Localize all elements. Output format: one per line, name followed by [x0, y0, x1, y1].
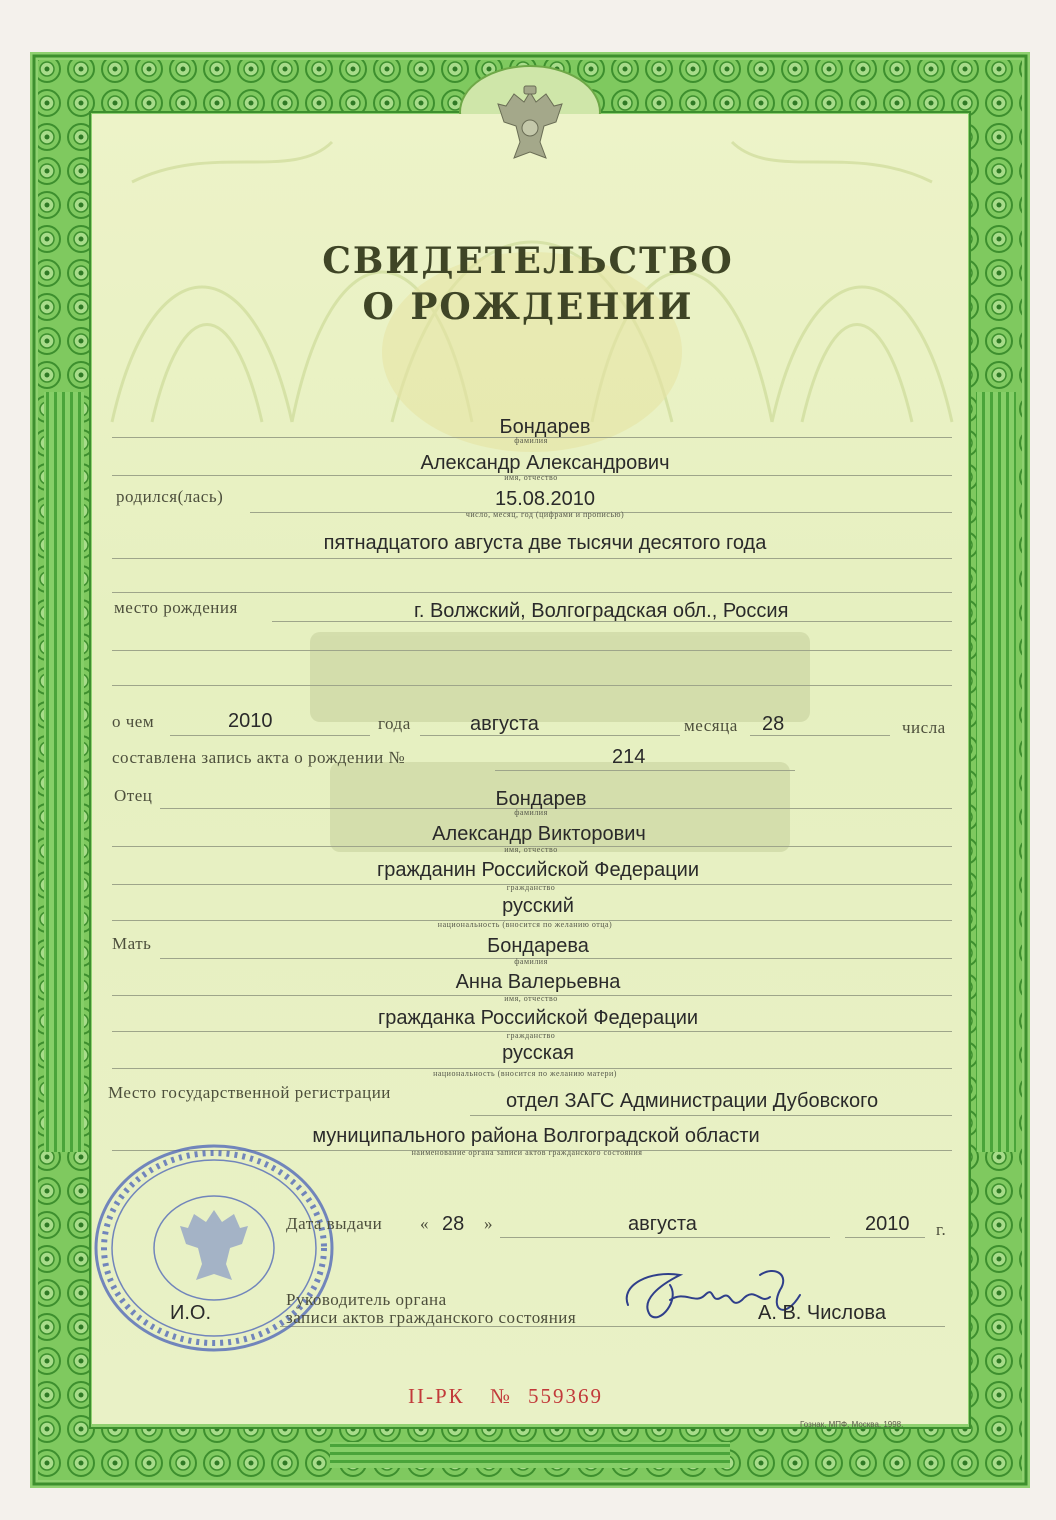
record-day: 28 [762, 713, 785, 735]
head-title-line1: Руководитель органа [286, 1290, 447, 1309]
mother-surname-caption: фамилия [514, 957, 548, 966]
act-label: составлена запись акта о рождении № [112, 748, 406, 767]
rule-line [112, 592, 952, 593]
child-name-caption: имя, отчество [504, 473, 558, 482]
serial-number: 559369 [528, 1384, 603, 1408]
registration-office-caption: наименование органа записи актов гражданского состояния [411, 1148, 643, 1157]
child-surname: Бондарев [499, 416, 591, 438]
rule-line [420, 735, 680, 736]
mother-surname: Бондарева [487, 935, 589, 957]
birth-date: 15.08.2010 [494, 488, 596, 510]
father-surname: Бондарев [495, 788, 587, 810]
issue-year: 2010 [865, 1213, 910, 1235]
father-citizenship: гражданин Российской Федерации [376, 859, 700, 881]
mother-name-caption: имя, отчество [504, 994, 558, 1003]
rule-line [112, 558, 952, 559]
rule-line [500, 1237, 830, 1238]
issue-year-suffix: г. [936, 1220, 947, 1239]
father-nationality-caption: национальность (вносится по желанию отца) [437, 920, 613, 929]
birth-date-words: пятнадцатого августа две тысячи десятого года [323, 532, 767, 554]
registration-label: Место государственной регистрации [108, 1083, 391, 1102]
rule-line [495, 770, 795, 771]
record-day-label: числа [902, 718, 946, 737]
registration-office-line1: отдел ЗАГС Администрации Дубовского [506, 1090, 879, 1112]
rule-line [845, 1237, 925, 1238]
rule-line [470, 1115, 952, 1116]
father-nationality: русский [502, 895, 574, 917]
birth-date-caption: число, месяц, год (цифрами и прописью) [465, 510, 625, 519]
birthplace: г. Волжский, Волгоградская обл., Россия [414, 600, 789, 622]
printer-note: Гознак, МПФ, Москва, 1998. [800, 1420, 904, 1429]
record-year: 2010 [228, 710, 273, 732]
mother-label: Мать [112, 934, 152, 953]
signer-name: А. В. Числова [758, 1302, 886, 1324]
father-name-caption: имя, отчество [504, 845, 558, 854]
serial-series: II-РК [408, 1384, 465, 1408]
mother-nationality: русская [502, 1042, 574, 1064]
birthplace-label: место рождения [114, 598, 238, 617]
rule-line [112, 650, 952, 651]
father-name: Александр Викторович [432, 823, 646, 845]
coat-of-arms-emblem [492, 82, 568, 166]
record-month-label: месяца [684, 716, 738, 735]
issue-month: августа [628, 1213, 697, 1235]
rule-line [170, 735, 370, 736]
father-surname-caption: фамилия [514, 808, 548, 817]
serial-number-sign: № [490, 1384, 513, 1408]
title-line-1: СВИДЕТЕЛЬСТВО [322, 240, 734, 282]
rule-line [112, 685, 952, 686]
title-line-2: О РОЖДЕНИИ [362, 286, 694, 328]
record-month: августа [470, 713, 539, 735]
registration-office-line2: муниципального района Волгоградской области [312, 1125, 760, 1147]
issue-day: 28 [442, 1213, 465, 1235]
child-surname-caption: фамилия [514, 436, 548, 445]
record-about-label: о чем [112, 712, 155, 731]
head-title-line2: записи актов гражданского состояния [286, 1308, 577, 1327]
mother-citizenship-caption: гражданство [506, 1031, 556, 1040]
act-number: 214 [612, 746, 646, 768]
born-label: родился(лась) [116, 487, 224, 506]
acting-abbreviation: И.О. [170, 1302, 212, 1324]
record-year-label: года [378, 714, 411, 733]
issue-date-label: Дата выдачи [286, 1214, 383, 1233]
mother-name: Анна Валерьевна [455, 971, 621, 993]
father-label: Отец [114, 786, 153, 805]
mother-nationality-caption: национальность (вносится по желанию матери) [433, 1069, 617, 1078]
father-citizenship-caption: гражданство [506, 883, 556, 892]
rule-line [160, 958, 952, 959]
child-name-patronymic: Александр Александрович [420, 452, 670, 474]
issue-quote-open: « [420, 1214, 429, 1233]
mother-citizenship: гражданка Российской Федерации [377, 1007, 699, 1029]
issue-quote-close: » [484, 1214, 493, 1233]
